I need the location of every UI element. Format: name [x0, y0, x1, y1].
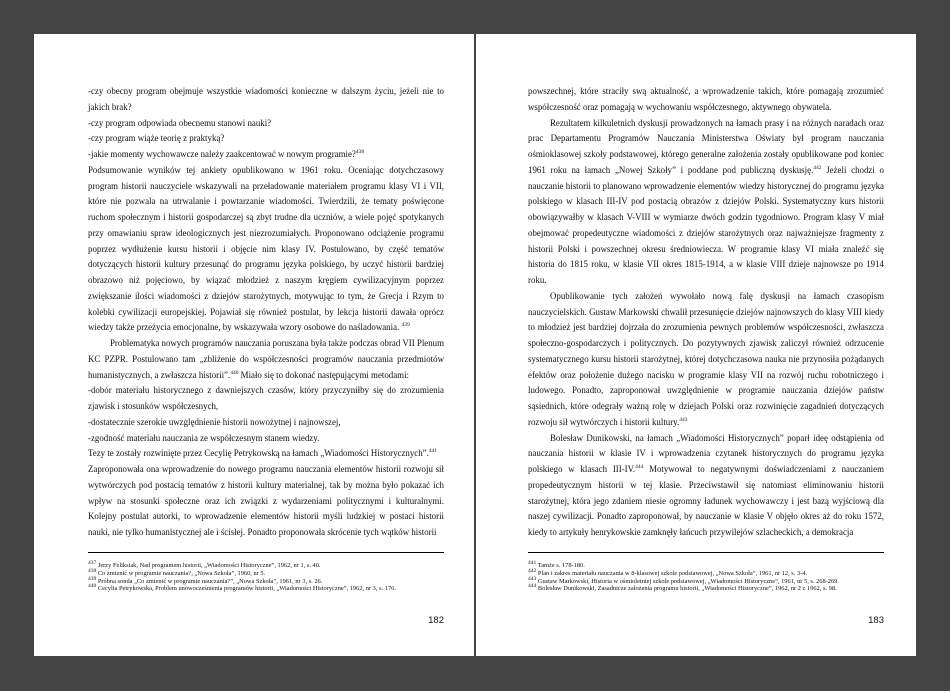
paragraph: Rezultatem kilkuletnich dyskusji prowadzonych na łamach prasy i na różnych naradach oraz prac Departamentu Programów Nauczania Ministerstwa Oświaty był program nauczania ośmioklasowej szkoły podstawowej, którego generalne założenia zostały opublikowane pod koniec 1961 roku na łamach „Nowej Szkoły” i poddane pod publiczną dyskusję.$^{442}$ Jeżeli chodzi o nauczanie historii to planowano wprowadzenie elementów wiedzy historycznej do programu języka polskiego w klasach III-IV pod postacią obrazów z dziejów Polski. Systematyczny kurs historii obowiązywałby w klasach V-VIII w wymiarze dwóch godzin tygodniowo. Program klasy V miał obejmować propedeutyczne wiadomości z dziejów starożytnych oraz najważniejsze fragmenty z historii Polski i powszechnej okresu średniowiecza. W programie klasy VI miała znaleźć się historia do 1815 roku, w klasie VII okres 1815-1914, a w klasie VIII dzieje najnowsze po 1914 roku.: [528, 117, 884, 285]
footnote: $^{439}$ Próbna sonda „Co zmienić w programie nauczania?”, „Nowa Szkoła”, 1961, nr 3, s. 26.: [88, 575, 323, 585]
paragraph: powszechnej, które straciły swą aktualność, a wprowadzenie takich, które pomagają zrozumieć współczesność oraz pomagają w wychowaniu współczesnego, aktywnego obywatela.: [528, 86, 884, 112]
left-page-body: [88, 84, 444, 541]
footnote: $^{442}$ Plan i zakres materiału nauczania w 8-klasowej szkole podstawowej, „Nowa Szkoła”, 1961, nr 12, s. 3-4.: [528, 567, 808, 577]
paragraph: -jakie momenty wychowawcze należy zaakcentować w nowym programie?$^{438}$: [88, 149, 365, 159]
footnotes: [88, 559, 444, 593]
left-page: [34, 34, 474, 656]
footnote: $^{438}$ Co zmienić w programie nauczania?, „Nowa Szkoła”, 1960, nr 5.: [88, 567, 266, 577]
paragraph: Opublikowanie tych założeń wywołało nową falę dyskusji na łamach czasopism nauczycielskich. Gustaw Markowski chwalił przesunięcie dziejów najnowszych do klasy VIII kiedy to młodzież jest bardziej dojrzała do zrozumienia pewnych problemów współczesności, zwłaszcza społeczno-gospodarczych i politycznych. Do pozytywnych zjawisk zaliczył również odrzucenie systematycznego kursu historii starożytnej, której dotychczasowa nauka nie przynosiła pożądanych efektów oraz położenie dużego nacisku w programie klasy VII na rozwój ruchu robotniczego i ludowego. Ponadto, zaproponował uwzględnienie w programie nauczania dziejów państw sąsiednich, które odegrały ważną rolę w dziejach Polski oraz rozwinięcie zagadnień dotyczących rozwoju sił wytwórczych i historii kultury.$^{443}$: [528, 290, 884, 427]
paragraph: -dostatecznie szerokie uwzględnienie historii nowożytnej i najnowszej,: [88, 416, 341, 427]
footnote-divider: [88, 552, 444, 553]
paragraph: -czy program odpowiada obecnemu stanowi nauki?: [88, 117, 272, 128]
page-number: 183: [868, 615, 884, 626]
footnote: $^{441}$ Tamże s. 178-180.: [528, 559, 585, 569]
footnote: $^{437}$ Jerzy Feliksiak, Nad programem historii, „Wiadomości Historyczne”, 1962, nr 1, s. 40.: [88, 559, 321, 569]
footnote-ref: 438: [355, 149, 365, 156]
paragraph: -czy program wiąże teorię z praktyką?: [88, 133, 225, 144]
footnote-ref: 440: [230, 369, 239, 376]
footnote: $^{440}$ Cecylia Petrykowska, Problem unowocześnienia programów historii, „Wiadomości Historyczne”, 1962, nr 3, s. 176.: [88, 583, 396, 593]
footnote-ref: 441: [428, 448, 438, 455]
right-page: [476, 34, 916, 656]
paragraph: Problematyka nowych programów nauczania poruszana była także podczas obrad VII Plenum KC PZPR. Postulowano tam „zbliżenie do współczesności programów nauczania przedmiotów humanistycznych, a zwłaszcza historii”.$^{440}$ Miało się to dokonać następującymi metodami:: [88, 338, 445, 380]
page-number: 182: [428, 615, 444, 626]
paragraph: Bolesław Dunikowski, na łamach „Wiadomości Historycznych” poparł ideę odstąpienia od nauczania historii w klasie IV i wprowadzenia czytanek historycznych do programu języka polskiego w klasach III-IV.$^{444}$ Motywował to negatywnymi doświadczeniami z nauczaniem propedeutycznym historii w tej klasie. Przeciwstawił się natomiast eliminowaniu historii starożytnej, która jego zdaniem niesie ogromny ładunek wychowawczy i jest bazą wyjściową dla naszej cywilizacji. Ponadto zaproponował, by nauczanie w klasie V objęło okres aż do roku 1572, kiedy to artykuły henrykowskie zamknęły łańcuch przywilejów szlacheckich, a demokracja: [528, 432, 884, 537]
paragraph: -czy obecny program obejmuje wszystkie wiadomości konieczne w dalszym życiu, jeżeli nie to jakich brak?: [88, 86, 444, 112]
footnote: $^{443}$ Gustaw Markowski, Historia w ośmioletniej szkole podstawowej, „Wiadomości Historyczne”, 1961, nr 5, s. 268-269.: [528, 575, 839, 585]
footnote-divider: [528, 552, 884, 553]
footnotes: [528, 559, 884, 593]
footnote-ref: 443: [679, 416, 688, 423]
paragraph: -zgodność materiału nauczania ze współczesnym stanem wiedzy.: [88, 432, 320, 443]
paragraph: Zaproponowała ona wprowadzenie do nowego programu nauczania elementów historii rozwoju sił wytwórczych pod postacią tematów z historii kultury materialnej, tak by można było pokazać ich wpływ na stosunki społeczne oraz ich związki z wydarzeniami politycznymi i kulturalnymi. Kolejny postulat autorki, to wprowadzenie elementów historii myśli ludzkiej w postaci historii nauki, nie tylko humanistycznej ale i ścisłej. Ponadto proponowała skrócenie tych wątków historii: [88, 464, 444, 537]
right-page-body: [528, 84, 884, 541]
paragraph: -dobór materiału historycznego z dawniejszych czasów, który przyczyniłby się do zrozumienia zjawisk i stosunków współczesnych,: [88, 385, 444, 411]
footnote-ref: 442: [813, 164, 822, 171]
paragraph: Tezy te zostały rozwinięte przez Cecylię Petrykowską na łamach „Wiadomości Historycznych”.$^{441}$: [88, 448, 438, 459]
paragraph: Podsumowanie wyników tej ankiety opublikowano w 1961 roku. Oceniając dotychczasowy program historii nauczyciele wskazywali na przeładowanie materiałem programu klasy VI i VII, które nie pozwala na utrwalanie i powtarzanie wiadomości. Twierdzili, że tematy poświęcone ruchom społecznym i historii gospodarczej są zbyt trudne dla uczniów, a wiele pojęć spotykanych przy omawianiu spraw ideologicznych jest niezrozumiałych. Proponowano odciążenie programu poprzez wydłużenie kursu historii i objęcie nim klasy IV. Postulowano, by część tematów dotyczących historii kultury przesunąć do programu języka polskiego, by uczyć historii bardziej obrazowo niż pojęciowo, by wiązać młodzież z naszym kręgiem cywilizacyjnym poprzez zwiększanie ilości wiadomości z dziejów starożytnych, motywując to tym, że Grecja i Rzym to kolebki cywilizacji europejskiej. Pojawiał się również postulat, by lekcja historii dawała oprócz wiedzy także przeżycia emocjonalne, by wskazywała wzory osobowe do naśladowania. $^{439}$: [88, 164, 444, 333]
footnote-ref: 444: [635, 464, 644, 471]
footnote-ref: 439: [401, 322, 410, 329]
footnote: $^{444}$ Bolesław Dunikowski, Zasadnicze założenia programu historii, „Wiadomości Historyczne”, 1962, nr 2 z 1962, s. 98.: [528, 583, 837, 593]
